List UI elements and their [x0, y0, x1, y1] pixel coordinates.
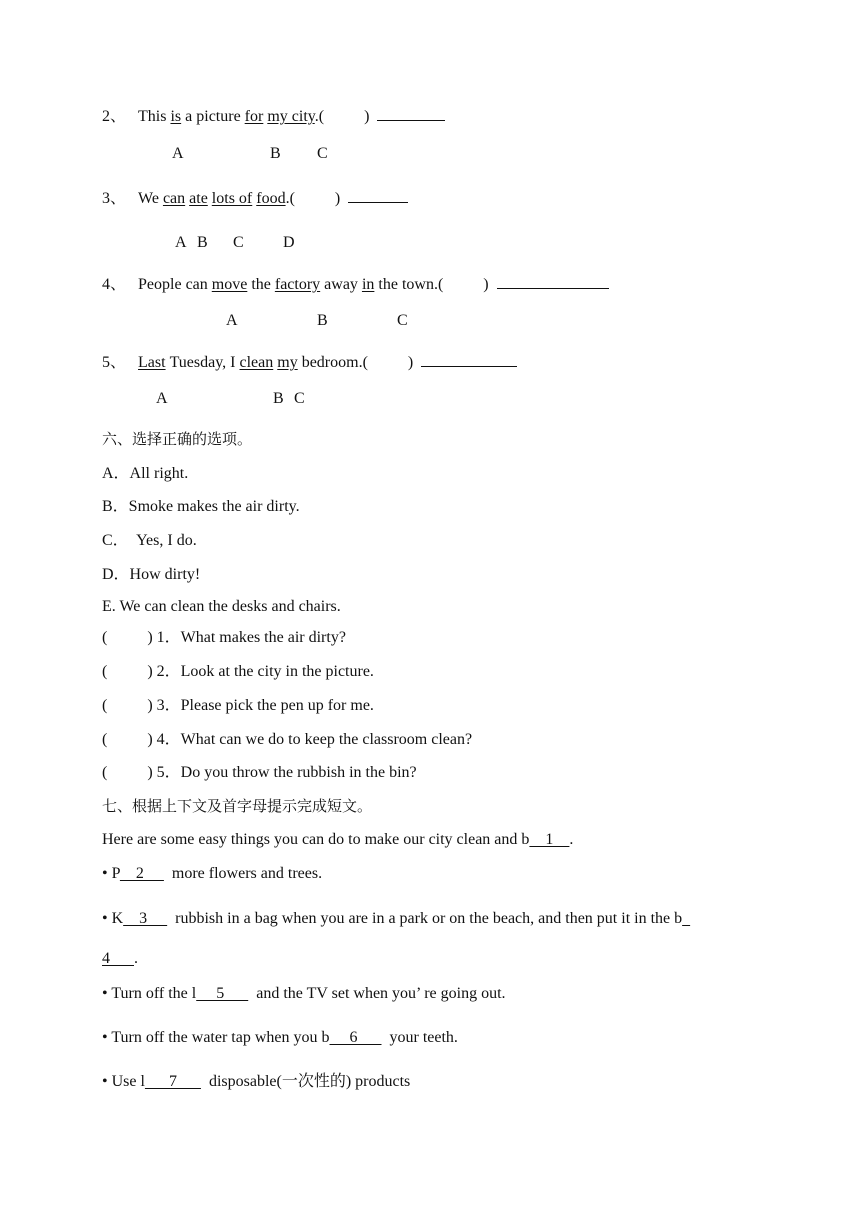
section-7-title: 七、根据上下文及首字母提示完成短文。 [102, 797, 373, 815]
question-number: 4、 [102, 276, 127, 293]
option-label: C [294, 390, 305, 407]
fill-blank-5[interactable]: 5 [196, 985, 249, 1002]
answer-blank[interactable] [497, 274, 609, 289]
option-label: C [317, 145, 328, 162]
match-question-3: ( ) 3．Please pick the pen up for me. [102, 697, 374, 714]
option-b: B．Smoke makes the air dirty. [102, 498, 300, 515]
answer-blank[interactable] [377, 106, 445, 121]
match-question-4: ( ) 4．What can we do to keep the classroom clean? [102, 731, 473, 748]
option-label: B [270, 145, 281, 162]
bullet-water-tap: • Turn off the water tap when you b 6 your teeth. [102, 1029, 458, 1046]
passage-intro: Here are some easy things you can do to make our city clean and b 1 . [102, 831, 574, 848]
fill-blank-1[interactable]: 1 [529, 831, 570, 848]
answer-blank[interactable] [348, 188, 408, 203]
answer-paren[interactable]: ( ) [102, 731, 153, 748]
question-3: 3、 We can ate lots of food.( ) [102, 188, 408, 209]
option-label: B [197, 234, 208, 251]
option-label: A [156, 390, 168, 407]
bullet-keep: • K 3 rubbish in a bag when you are in a park or on the beach, and then put it in the b [102, 910, 683, 927]
match-question-2: ( ) 2．Look at the city in the picture. [102, 663, 374, 680]
fill-blank-6[interactable]: 6 [329, 1029, 382, 1046]
fill-blank-4[interactable]: 4 [102, 950, 134, 967]
fill-blank-7[interactable]: 7 [144, 1073, 201, 1090]
answer-paren[interactable]: ( ) [102, 764, 153, 781]
question-number: 2、 [102, 108, 127, 125]
option-label: A [175, 234, 187, 251]
option-label: A [172, 145, 184, 162]
bullet-keep-continued: 4 . [102, 950, 138, 967]
section-6-title: 六、选择正确的选项。 [102, 430, 253, 448]
option-label: D [283, 234, 295, 251]
bullet-disposable: • Use l 7 disposable(一次性的) products [102, 1073, 411, 1090]
match-question-5: ( ) 5．Do you throw the rubbish in the bin? [102, 764, 417, 781]
question-number: 5、 [102, 354, 127, 371]
question-2: 2、 This is a picture for my city.( ) [102, 106, 445, 127]
option-label: B [273, 390, 284, 407]
bullet-lights: • Turn off the l 5 and the TV set when you’ re going out. [102, 985, 506, 1002]
option-label: C [233, 234, 244, 251]
option-e: E. We can clean the desks and chairs. [102, 598, 341, 615]
fill-blank-3[interactable]: 3 [123, 910, 168, 927]
answer-paren[interactable]: ( ) [102, 697, 153, 714]
option-d: D．How dirty! [102, 566, 201, 583]
answer-paren[interactable]: ( ) [102, 663, 153, 680]
answer-paren[interactable]: ( ) [102, 629, 153, 646]
answer-blank[interactable] [421, 352, 517, 367]
question-5: 5、 Last Tuesday, I clean my bedroom.( ) [102, 352, 517, 373]
question-4: 4、 People can move the factory away in the town.( ) [102, 274, 609, 295]
option-c: C． Yes, I do. [102, 532, 197, 549]
bullet-plant: • P 2 more flowers and trees. [102, 865, 323, 882]
option-a: A．All right. [102, 465, 189, 482]
match-question-1: ( ) 1．What makes the air dirty? [102, 629, 346, 646]
option-label: A [226, 312, 238, 329]
question-number: 3、 [102, 190, 127, 207]
option-label: C [397, 312, 408, 329]
fill-blank-2[interactable]: 2 [119, 865, 164, 882]
option-label: B [317, 312, 328, 329]
